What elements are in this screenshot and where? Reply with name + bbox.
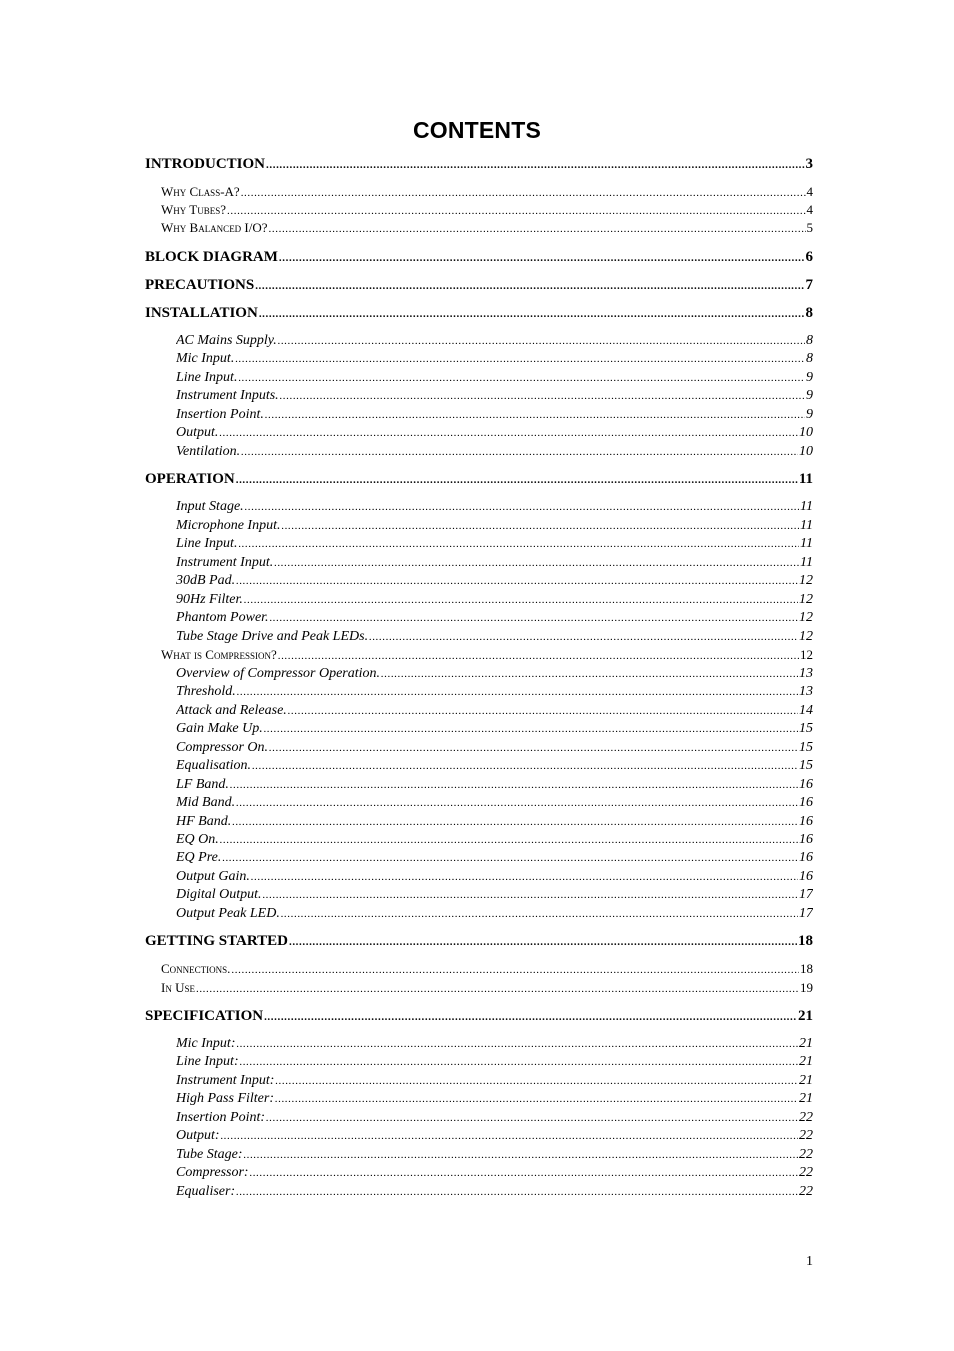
dot-leader <box>266 1108 798 1128</box>
dot-leader <box>281 516 799 536</box>
dot-leader <box>381 664 798 684</box>
dot-leader <box>244 590 798 610</box>
dot-leader <box>230 775 798 795</box>
dot-leader <box>266 155 804 174</box>
dot-leader <box>238 368 805 388</box>
toc-entry-label: Output. <box>176 425 219 440</box>
dot-leader <box>236 470 798 489</box>
toc-entry-label: Why Balanced I/O? <box>161 220 268 235</box>
toc-entry[interactable] <box>161 978 813 998</box>
toc-entry-page: 3 <box>805 156 813 172</box>
toc-entry-label: AC Mains Supply. <box>176 333 277 348</box>
toc-entry-label: Instrument Inputs. <box>176 388 279 403</box>
toc-entry-page: 13 <box>799 684 813 699</box>
toc-entry-label: Phantom Power. <box>176 610 269 625</box>
toc-entry[interactable] <box>176 534 813 554</box>
toc-entry[interactable] <box>161 218 813 238</box>
toc-entry-label: PRECAUTIONS <box>145 277 255 293</box>
toc-entry-label: Line Input: <box>176 1054 239 1069</box>
toc-entry-label: Input Stage. <box>176 499 244 514</box>
dot-leader <box>288 701 798 721</box>
dot-leader <box>235 349 805 369</box>
toc-entry-label: Line Input. <box>176 536 238 551</box>
dot-leader <box>252 756 798 776</box>
toc-entry[interactable] <box>176 1071 813 1091</box>
toc-entry-label: Compressor: <box>176 1165 249 1180</box>
toc-entry-page: 8 <box>806 333 813 348</box>
toc-entry-page: 15 <box>799 721 813 736</box>
toc-entry-label: GETTING STARTED <box>145 933 288 949</box>
toc-entry-label: EQ Pre. <box>176 850 222 865</box>
dot-leader <box>369 627 798 647</box>
toc-entry-label: Ventilation. <box>176 444 241 459</box>
toc-entry-label: LF Band. <box>176 777 229 792</box>
page-number: 1 <box>806 1254 813 1269</box>
toc-entry-page: 21 <box>799 1054 813 1069</box>
toc-entry-label: Gain Make Up. <box>176 721 263 736</box>
dot-leader <box>280 386 805 406</box>
toc-entry-page: 17 <box>799 906 813 921</box>
toc-entry-label: HF Band. <box>176 814 232 829</box>
toc-entry-page: 10 <box>799 425 813 440</box>
toc-entry-page: 10 <box>799 444 813 459</box>
toc-entry[interactable] <box>176 442 813 462</box>
toc-entry-page: 19 <box>800 980 813 995</box>
toc-entry[interactable] <box>176 553 813 573</box>
toc-entry-page: 14 <box>799 703 813 718</box>
toc-entry-page: 5 <box>806 220 813 235</box>
toc-entry[interactable] <box>176 405 813 425</box>
dot-leader <box>245 497 799 517</box>
toc-entry[interactable] <box>145 469 813 489</box>
toc-entry-page: 12 <box>799 629 813 644</box>
page-title: CONTENTS <box>412 117 542 143</box>
dot-leader <box>196 979 799 998</box>
toc-entry[interactable] <box>145 275 813 295</box>
dot-leader <box>263 885 798 905</box>
toc-entry-label: INTRODUCTION <box>145 156 266 172</box>
toc-entry[interactable] <box>176 904 813 924</box>
toc-entry[interactable] <box>176 608 813 628</box>
dot-leader <box>255 276 804 295</box>
toc-entry[interactable] <box>176 701 813 721</box>
toc-entry-page: 17 <box>799 887 813 902</box>
toc-entry-page: 16 <box>799 777 813 792</box>
dot-leader <box>270 608 798 628</box>
toc-entry[interactable] <box>176 812 813 832</box>
dot-leader <box>236 1182 798 1202</box>
toc-entry[interactable] <box>145 1006 813 1026</box>
toc-entry[interactable] <box>176 516 813 536</box>
toc-entry[interactable] <box>145 303 813 323</box>
toc-entry-page: 22 <box>799 1110 813 1125</box>
toc-entry-label: Insertion Point: <box>176 1110 266 1125</box>
toc-entry-page: 8 <box>806 351 813 366</box>
dot-leader <box>269 219 806 238</box>
toc-entry-label: EQ On. <box>176 832 219 847</box>
dot-leader <box>237 682 798 702</box>
dot-leader <box>278 331 805 351</box>
toc-entry[interactable] <box>176 867 813 887</box>
dot-leader <box>236 571 798 591</box>
toc-entry[interactable] <box>145 931 813 951</box>
toc-entry-page: 11 <box>800 518 813 533</box>
toc-entry-label: Threshold. <box>176 684 236 699</box>
dot-leader <box>219 423 798 443</box>
dot-leader <box>236 1034 798 1054</box>
toc-entry-label: In Use <box>161 980 195 995</box>
toc-entry[interactable] <box>176 627 813 647</box>
toc-entry[interactable] <box>176 1089 813 1109</box>
toc-entry[interactable] <box>176 664 813 684</box>
toc-entry-page: 6 <box>805 249 813 265</box>
toc-entry-label: Insertion Point. <box>176 407 264 422</box>
toc-entry-page: 16 <box>799 814 813 829</box>
toc-entry-label: Why Tubes? <box>161 202 227 217</box>
toc-entry[interactable] <box>161 200 813 220</box>
toc-entry-label: Mic Input. <box>176 351 235 366</box>
dot-leader <box>222 848 798 868</box>
toc-entry-page: 22 <box>799 1184 813 1199</box>
toc-entry-page: 21 <box>799 1073 813 1088</box>
toc-entry-page: 21 <box>798 1008 813 1024</box>
toc-entry-page: 9 <box>806 407 813 422</box>
toc-entry-label: Compressor On. <box>176 740 269 755</box>
toc-entry-page: 4 <box>806 184 813 199</box>
toc-entry[interactable] <box>176 719 813 739</box>
toc-entry-page: 12 <box>799 592 813 607</box>
dot-leader <box>244 1145 799 1165</box>
dot-leader <box>274 553 799 573</box>
toc-entry-page: 9 <box>806 370 813 385</box>
toc-entry-label: 30dB Pad. <box>176 573 236 588</box>
toc-entry[interactable] <box>176 423 813 443</box>
dot-leader <box>289 932 797 951</box>
dot-leader <box>231 960 799 979</box>
dot-leader <box>281 904 798 924</box>
toc-entry[interactable] <box>176 1182 813 1202</box>
dot-leader <box>279 248 805 267</box>
toc-entry-page: 11 <box>798 471 813 487</box>
dot-leader <box>241 442 798 462</box>
toc-entry-page: 15 <box>799 740 813 755</box>
toc-entry-page: 16 <box>799 832 813 847</box>
toc-entry-page: 15 <box>799 758 813 773</box>
toc-entry-label: Tube Stage: <box>176 1147 243 1162</box>
dot-leader <box>232 812 798 832</box>
toc-entry[interactable] <box>176 775 813 795</box>
toc-entry[interactable] <box>176 1108 813 1128</box>
toc-entry-label: Output Peak LED. <box>176 906 280 921</box>
dot-leader <box>269 738 798 758</box>
toc-entry-page: 8 <box>805 305 813 321</box>
toc-entry[interactable] <box>145 247 813 267</box>
toc-entry[interactable] <box>176 738 813 758</box>
toc-entry[interactable] <box>161 645 813 665</box>
toc-entry-page: 22 <box>799 1147 813 1162</box>
dot-leader <box>278 646 799 665</box>
toc-entry[interactable] <box>145 154 813 174</box>
dot-leader <box>259 304 805 323</box>
dot-leader <box>221 1126 798 1146</box>
toc-entry[interactable] <box>161 959 813 979</box>
toc-entry-page: 7 <box>805 277 813 293</box>
dot-leader <box>220 830 798 850</box>
toc-entry-label: 90Hz Filter. <box>176 592 243 607</box>
toc-entry-page: 21 <box>799 1036 813 1051</box>
dot-leader <box>251 867 798 887</box>
toc-entry-label: Digital Output. <box>176 887 262 902</box>
toc-entry-page: 22 <box>799 1128 813 1143</box>
toc-entry-page: 4 <box>806 202 813 217</box>
dot-leader <box>265 405 805 425</box>
toc-entry[interactable] <box>176 885 813 905</box>
toc-entry-label: Equaliser: <box>176 1184 236 1199</box>
toc-entry[interactable] <box>176 1163 813 1183</box>
toc-entry-label: Overview of Compressor Operation. <box>176 666 381 681</box>
toc-entry-page: 12 <box>799 573 813 588</box>
toc-entry[interactable] <box>176 590 813 610</box>
toc-entry-label: Connections. <box>161 961 231 976</box>
toc-entry-page: 16 <box>799 850 813 865</box>
toc-entry-page: 11 <box>800 555 813 570</box>
toc-entry[interactable] <box>176 682 813 702</box>
dot-leader <box>236 793 798 813</box>
toc-entry-page: 21 <box>799 1091 813 1106</box>
dot-leader <box>238 534 799 554</box>
toc-entry-label: Output: <box>176 1128 220 1143</box>
toc-entry-label: BLOCK DIAGRAM <box>145 249 278 265</box>
dot-leader <box>240 1052 798 1072</box>
toc-entry-label: Instrument Input: <box>176 1073 275 1088</box>
toc-entry-label: Mic Input: <box>176 1036 236 1051</box>
dot-leader <box>275 1089 798 1109</box>
toc-entry-label: Attack and Release. <box>176 703 287 718</box>
toc-entry[interactable] <box>161 182 813 202</box>
dot-leader <box>264 719 798 739</box>
toc-entry[interactable] <box>176 1034 813 1054</box>
toc-entry-label: Why Class-A? <box>161 184 240 199</box>
toc-entry-page: 11 <box>800 536 813 551</box>
toc-entry[interactable] <box>176 331 813 351</box>
toc-entry[interactable] <box>176 497 813 517</box>
toc-entry-label: SPECIFICATION <box>145 1008 264 1024</box>
toc-entry[interactable] <box>176 793 813 813</box>
toc-entry[interactable] <box>176 571 813 591</box>
toc-entry[interactable] <box>176 1052 813 1072</box>
toc-entry-label: Line Input. <box>176 370 238 385</box>
dot-leader <box>264 1007 797 1026</box>
toc-entry-label: Tube Stage Drive and Peak LEDs. <box>176 629 369 644</box>
toc-entry-page: 16 <box>799 869 813 884</box>
toc-entry-page: 16 <box>799 795 813 810</box>
toc-entry-page: 22 <box>799 1165 813 1180</box>
toc-entry[interactable] <box>176 349 813 369</box>
toc-entry[interactable] <box>176 830 813 850</box>
toc-entry[interactable] <box>176 368 813 388</box>
toc-entry[interactable] <box>176 1145 813 1165</box>
toc-entry[interactable] <box>176 1126 813 1146</box>
toc-entry-label: Instrument Input. <box>176 555 274 570</box>
toc-entry-page: 11 <box>800 499 813 514</box>
toc-entry-label: Mid Band. <box>176 795 236 810</box>
toc-entry-label: Microphone Input. <box>176 518 281 533</box>
toc-entry-page: 18 <box>798 933 813 949</box>
toc-entry-label: Output Gain. <box>176 869 250 884</box>
toc-entry-label: OPERATION <box>145 471 235 487</box>
toc-entry-page: 9 <box>806 388 813 403</box>
toc-entry-page: 12 <box>799 610 813 625</box>
toc-entry[interactable] <box>176 756 813 776</box>
toc-entry-page: 12 <box>800 647 813 662</box>
toc-entry[interactable] <box>176 386 813 406</box>
toc-entry-label: What is Compression? <box>161 647 277 662</box>
toc-entry-label: High Pass Filter: <box>176 1091 274 1106</box>
toc-entry-page: 13 <box>799 666 813 681</box>
toc-entry-label: Equalisation. <box>176 758 252 773</box>
dot-leader <box>250 1163 798 1183</box>
toc-entry[interactable] <box>176 848 813 868</box>
toc-entry-page: 18 <box>800 961 813 976</box>
toc-entry-label: INSTALLATION <box>145 305 258 321</box>
dot-leader <box>275 1071 798 1091</box>
